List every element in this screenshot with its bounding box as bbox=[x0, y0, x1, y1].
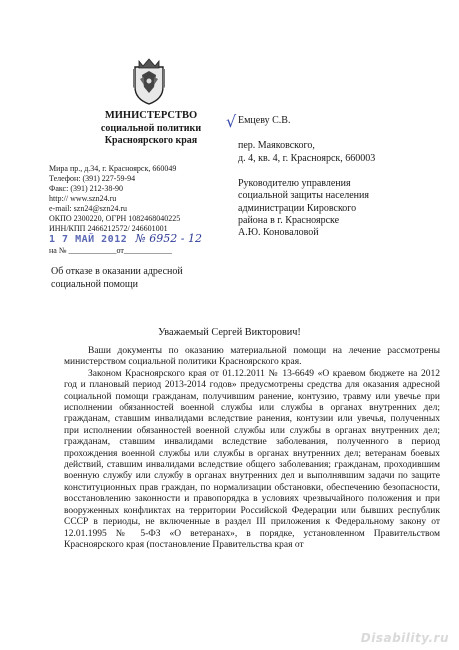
address-line: пер. Маяковского, bbox=[238, 140, 315, 151]
letter-body bbox=[64, 346, 440, 551]
recipient-name: Емцеву С.В. bbox=[238, 115, 291, 126]
letter-subject bbox=[51, 266, 241, 291]
copy-recipient-block bbox=[238, 178, 448, 239]
address-line: Мира пр., д.34, г. Красноярск, 660049 bbox=[49, 164, 177, 173]
inn-kpp-line: ИНН/КПП 2466212572/ 246601001 bbox=[49, 224, 168, 233]
registration-stamp bbox=[49, 232, 259, 246]
email-line: e-mail: szn24@szn24.ru bbox=[49, 204, 128, 213]
subject-line: социальной помощи bbox=[51, 278, 138, 290]
address-line: д. 4, кв. 4, г. Красноярск, 660003 bbox=[238, 152, 376, 164]
stamp-number: № 6952 - 12 bbox=[135, 232, 202, 245]
ministry-title-block bbox=[86, 110, 216, 148]
ministry-contacts bbox=[49, 164, 249, 234]
copy-recipient-line: района в г. Красноярске bbox=[238, 214, 340, 226]
subject-line: Об отказе в оказании адресной bbox=[51, 266, 183, 277]
site-watermark: Disability.ru bbox=[360, 631, 449, 645]
coat-of-arms-emblem bbox=[129, 57, 169, 107]
copy-recipient-line: администрации Кировского bbox=[238, 202, 357, 214]
body-paragraph: Ваши документы по оказанию материальной помощи на лечение рассмотрены министерством социальной политики Красноярского края. bbox=[64, 346, 440, 368]
website-line: http:// www.szn24.ru bbox=[49, 194, 117, 203]
greeting: Уважаемый Сергей Викторович! bbox=[158, 327, 301, 338]
copy-recipient-line: А.Ю. Коноваловой bbox=[238, 227, 319, 239]
stamp-date: 1 7 МАЙ 2012 bbox=[49, 234, 128, 245]
copy-recipient-line: Руководителю управления bbox=[238, 178, 351, 189]
ministry-title-line: МИНИСТЕРСТВО bbox=[104, 110, 198, 121]
phone-line: Телефон: (391) 227-59-94 bbox=[49, 174, 136, 183]
okpo-ogrn-line: ОКПО 2300220, ОГРН 1082468040225 bbox=[49, 214, 181, 223]
reference-number-line: на № ____________от____________ bbox=[49, 246, 172, 255]
copy-recipient-line: социальной защиты населения bbox=[238, 190, 369, 202]
ministry-title-line: социальной политики bbox=[100, 122, 202, 134]
fax-line: Факс: (391) 212-38-90 bbox=[49, 184, 123, 193]
recipient-address bbox=[238, 140, 448, 165]
checkmark-icon: √ bbox=[226, 112, 237, 131]
body-paragraph: Законом Красноярского края от 01.12.2011 № 13-6649 «О краевом бюджете на 2012 год и плановый период 2013-2014 годов» предусмотрены средства для оказания адресной социальной помощи гражданам, получившим ранение, контузию, травму или увечье при исполнении обязанностей военной службы или службы в органах внутренних дел; гражданам, ставшим инвалидами вследствие ранения, контузии или увечья, полученных при исполнении обязанностей военной службы или службы в органах внутренних дел; гражданам, ставшим инвалидами вследствие заболевания, полученного в период прохождения военной службы или службы в органах внутренних дел; ветеранам боевых действий, ставшим инвалидами вследствие общего заболевания; гражданам, проходившим военную службу или службу в органах внутренних дел и выполнявшим задачи по защите конституционных прав граждан, по нормализации обстановки, обеспечению безопасности, восстановлению законности и правопорядка в условиях чрезвычайного положения и при вооруженных конфликтах на территории Российской Федерации или бывших республик СССР в периоды, не включенные в раздел III приложения к Федеральному закону от 12.01.1995 № 5-ФЗ «О ветеранах», в порядке, установленном Правительством Красноярского края (постановление Правительства края от bbox=[64, 368, 440, 550]
ministry-title-line: Красноярского края bbox=[104, 135, 198, 146]
